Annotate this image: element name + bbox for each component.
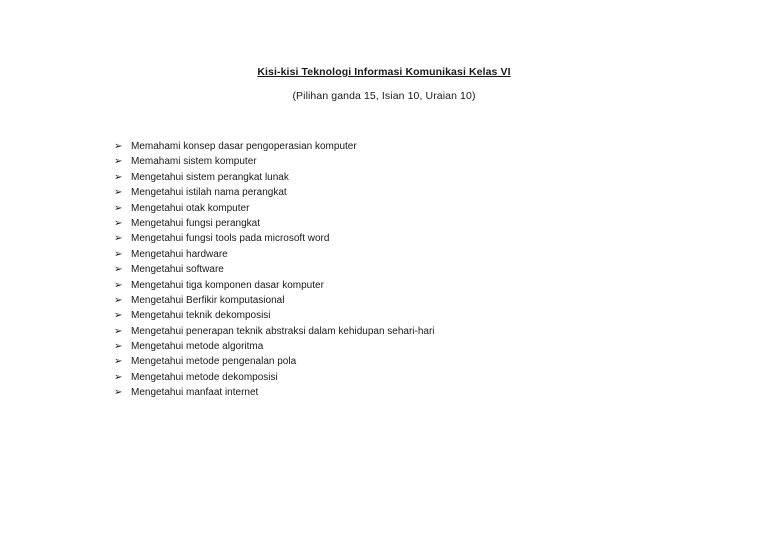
list-item — [114, 201, 435, 216]
list-item — [114, 231, 435, 246]
list-item-text: Mengetahui hardware — [131, 248, 228, 260]
list-item — [114, 154, 435, 169]
list-item — [114, 278, 435, 293]
list-item-text: Mengetahui metode algoritma — [131, 341, 264, 353]
list-item-text: Mengetahui teknik dekomposisi — [131, 310, 271, 322]
document-title: Kisi-kisi Teknologi Informasi Komunikasi Kelas VI — [257, 66, 511, 78]
list-item-text: Mengetahui istilah nama perangkat — [131, 187, 287, 199]
list-item-text: Memahami konsep dasar pengoperasian komputer — [131, 141, 357, 152]
list-item — [114, 185, 435, 200]
arrow-bullet-icon: ➢ — [114, 325, 123, 337]
list-item-text: Mengetahui software — [131, 264, 224, 276]
list-item — [114, 293, 435, 308]
arrow-bullet-icon: ➢ — [114, 156, 123, 168]
list-item — [114, 385, 435, 400]
list-item-text: Mengetahui penerapan teknik abstraksi dalam kehidupan sehari-hari — [131, 325, 435, 337]
document-subtitle: (Pilihan ganda 15, Isian 10, Uraian 10) — [292, 90, 476, 102]
arrow-bullet-icon: ➢ — [114, 217, 123, 229]
arrow-bullet-icon: ➢ — [114, 264, 123, 276]
objective-list — [114, 139, 435, 401]
list-item-text: Mengetahui metode pengenalan pola — [131, 356, 297, 368]
arrow-bullet-icon: ➢ — [114, 202, 123, 214]
list-item-text: Mengetahui fungsi tools pada microsoft word — [131, 233, 330, 245]
arrow-bullet-icon: ➢ — [114, 187, 123, 199]
list-item — [114, 139, 435, 154]
list-item-text: Mengetahui fungsi perangkat — [131, 217, 260, 229]
arrow-bullet-icon: ➢ — [114, 341, 123, 353]
list-item — [114, 308, 435, 323]
list-item — [114, 354, 435, 369]
list-item — [114, 370, 435, 385]
arrow-bullet-icon: ➢ — [114, 248, 123, 260]
list-item-text: Mengetahui tiga komponen dasar komputer — [131, 279, 324, 291]
arrow-bullet-icon: ➢ — [114, 171, 123, 183]
arrow-bullet-icon: ➢ — [114, 356, 123, 368]
arrow-bullet-icon: ➢ — [114, 310, 123, 322]
list-item — [114, 216, 435, 231]
arrow-bullet-icon: ➢ — [114, 387, 123, 399]
list-item — [114, 339, 435, 354]
list-item-text: Mengetahui sistem perangkat lunak — [131, 171, 289, 183]
list-item-text: Mengetahui manfaat internet — [131, 387, 259, 399]
list-item-text: Mengetahui otak komputer — [131, 202, 250, 214]
list-item-text: Mengetahui Berfikir komputasional — [131, 294, 285, 306]
list-item-text: Mengetahui metode dekomposisi — [131, 371, 278, 383]
arrow-bullet-icon: ➢ — [114, 233, 123, 245]
arrow-bullet-icon: ➢ — [114, 294, 123, 306]
list-item-text: Memahami sistem komputer — [131, 156, 257, 168]
arrow-bullet-icon: ➢ — [114, 141, 123, 152]
list-item — [114, 324, 435, 339]
arrow-bullet-icon: ➢ — [114, 371, 123, 383]
list-item — [114, 247, 435, 262]
list-item — [114, 170, 435, 185]
list-item — [114, 262, 435, 277]
arrow-bullet-icon: ➢ — [114, 279, 123, 291]
